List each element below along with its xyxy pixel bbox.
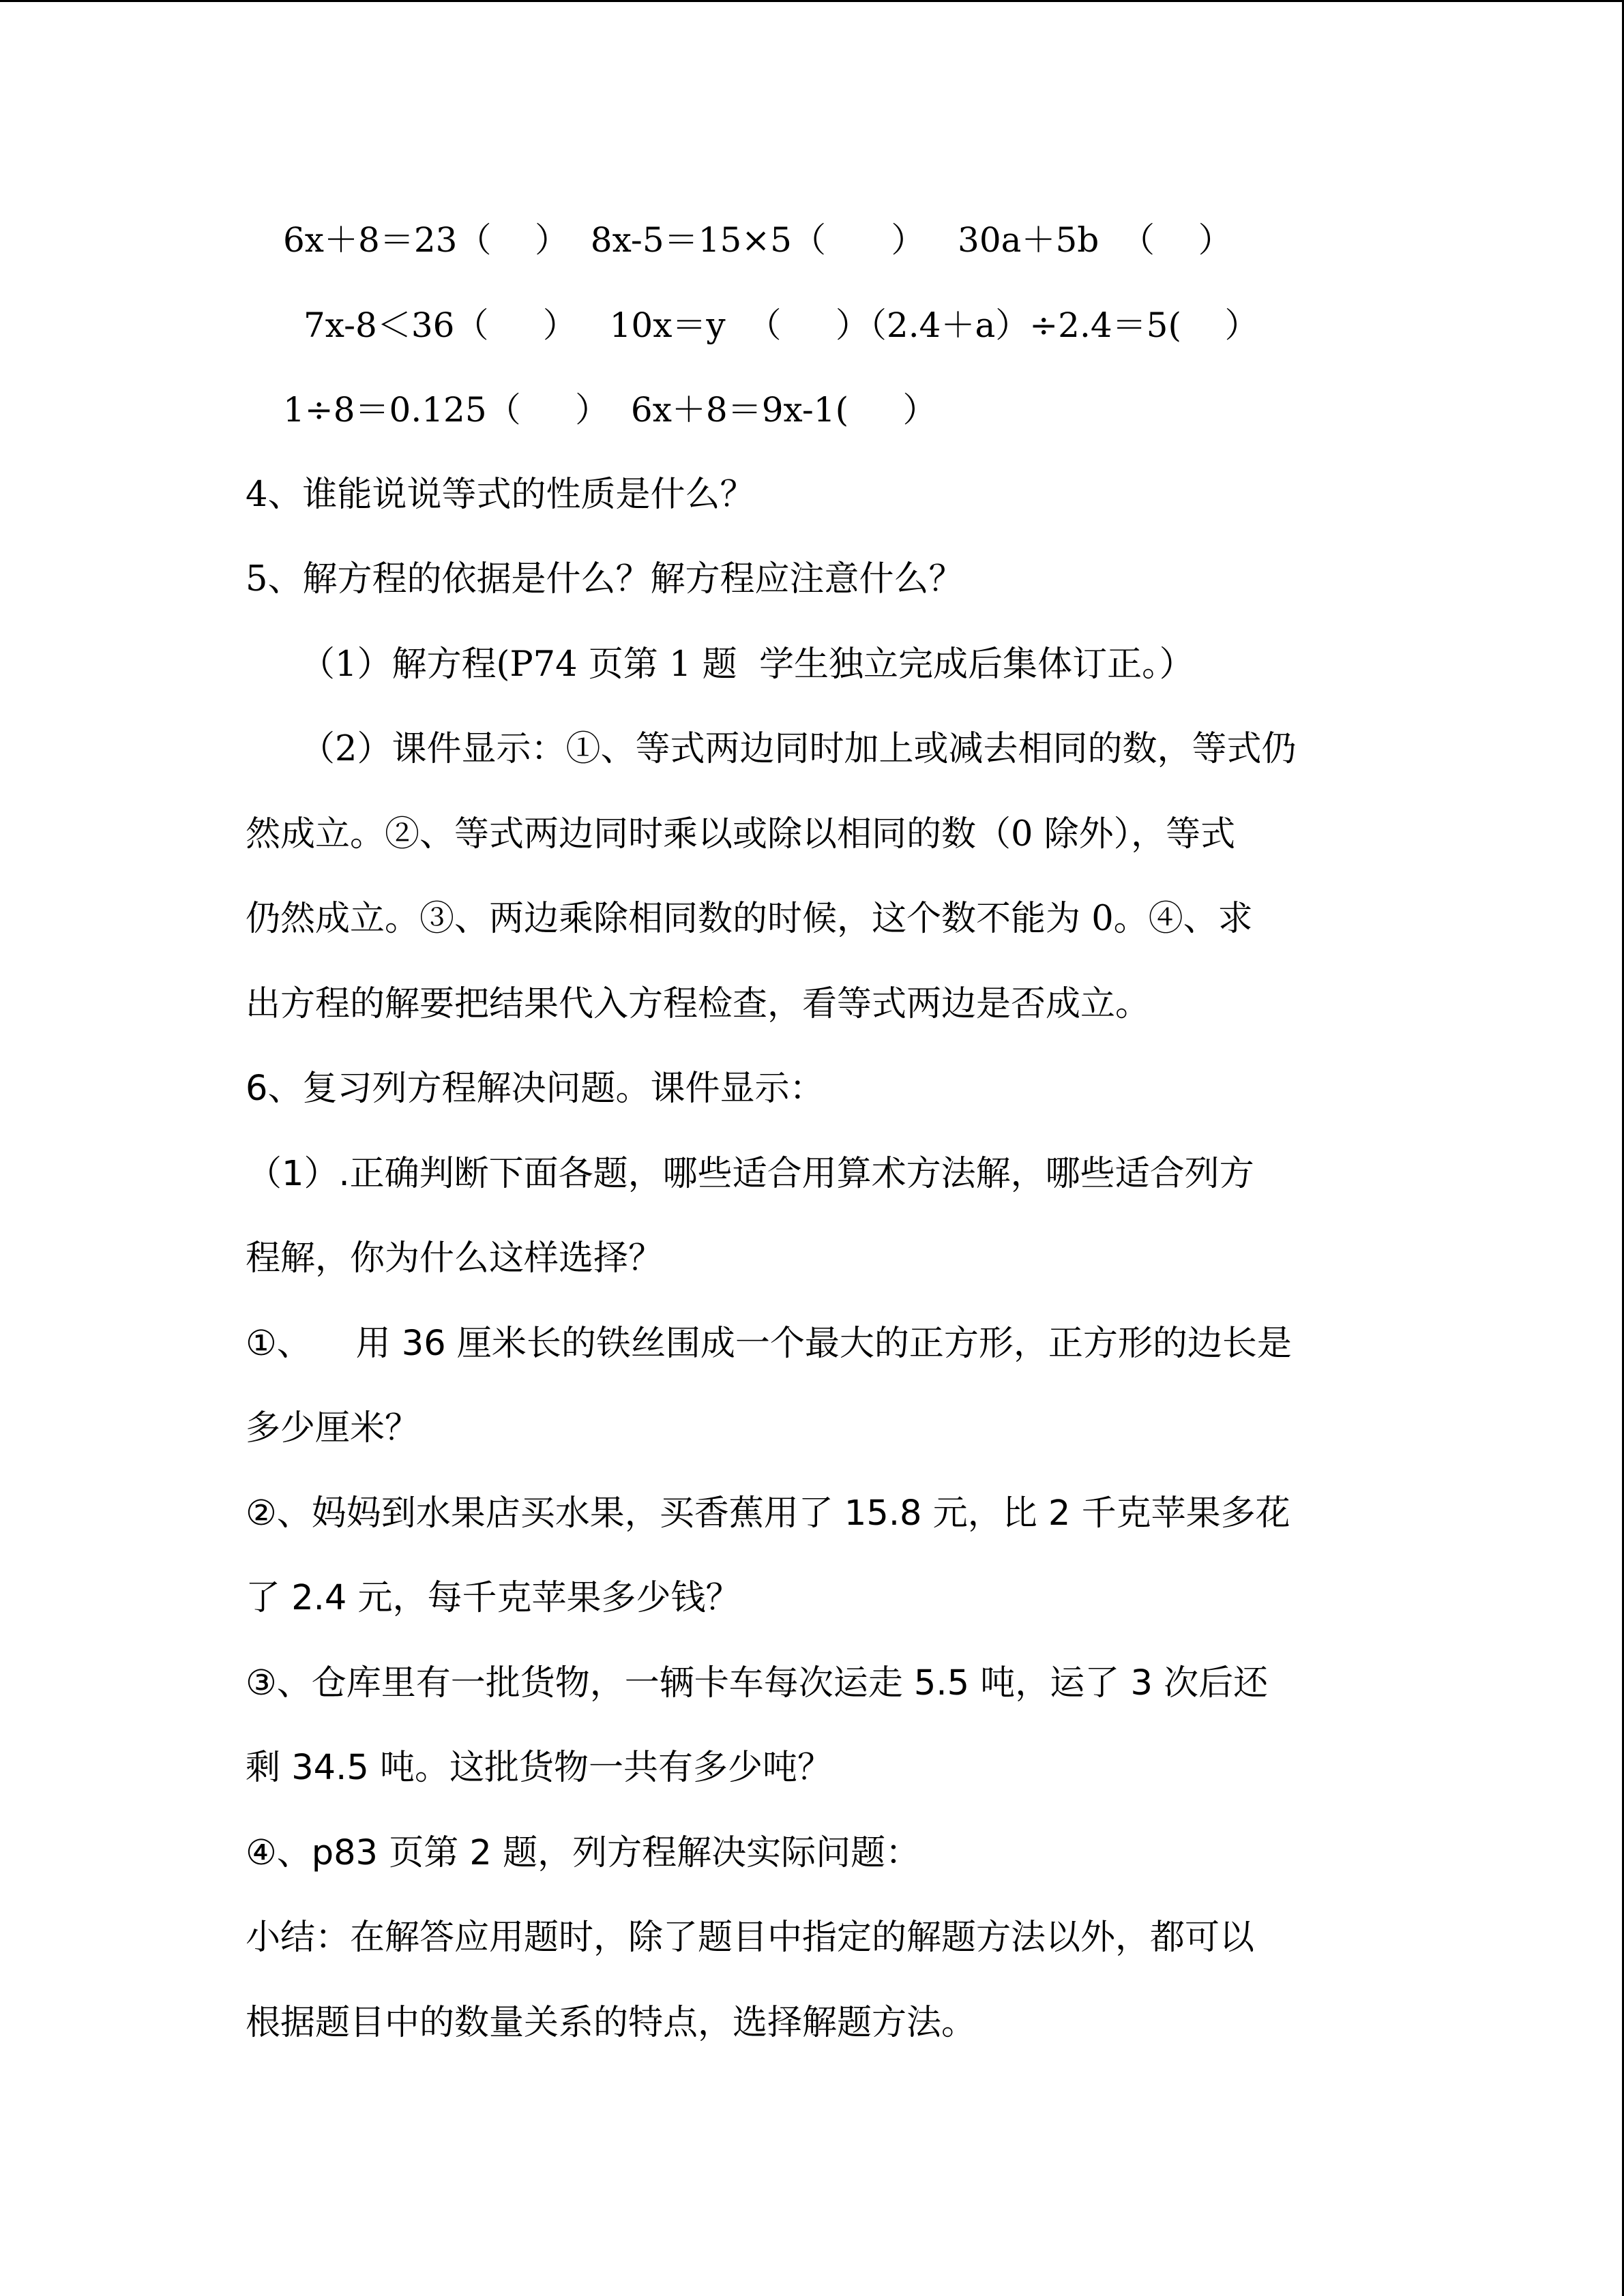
problem-3-line-1: ③、仓库里有一批货物，一辆卡车每次运走 5.5 吨，运了 3 次后还 <box>246 1663 1269 1703</box>
summary-line-2: 根据题目中的数量关系的特点，选择解题方法。 <box>246 2003 977 2043</box>
item-6-1-line-2: 程解，你为什么这样选择？ <box>246 1238 664 1279</box>
summary-line-1: 小结：在解答应用题时，除了题目中指定的解题方法以外，都可以 <box>246 1918 1255 1958</box>
item-6-1-line-1: （1）.正确判断下面各题，哪些适合用算术方法解，哪些适合列方 <box>247 1154 1254 1194</box>
problem-2-line-1: ②、妈妈到水果店买水果，买香蕉用了 15.8 元，比 2 千克苹果多花 <box>246 1493 1290 1534</box>
problem-2-line-2: 了 2.4 元，每千克苹果多少钱？ <box>246 1578 741 1618</box>
equation-row-3: 1÷8＝0.125（ ） 6x＋8＝9x-1( ） <box>283 390 937 430</box>
problem-3-line-2: 剩 34.5 吨。这批货物一共有多少吨？ <box>246 1748 832 1788</box>
equation-row-1: 6x＋8＝23（ ） 8x-5＝15×5（ ） 30a＋5b （ ） <box>283 220 1232 260</box>
problem-1-line-2: 多少厘米？ <box>246 1408 420 1448</box>
item-5-2-line-3: 仍然成立。③、两边乘除相同数的时候，这个数不能为 0。④、求 <box>246 899 1253 939</box>
question-5: 5、解方程的依据是什么？解方程应注意什么？ <box>246 559 964 599</box>
question-4: 4、谁能说说等式的性质是什么？ <box>246 475 755 515</box>
item-5-2-line-4: 出方程的解要把结果代入方程检查，看等式两边是否成立。 <box>246 984 1151 1024</box>
item-5-2-line-1: （2）课件显示：①、等式两边同时加上或减去相同的数，等式仍 <box>300 729 1297 769</box>
equation-row-2: 7x-8＜36（ ） 10x＝y （ ）（2.4＋a）÷2.4＝5( ） <box>304 305 1259 345</box>
item-5-1: （1）解方程(P74 页第 1 题 学生独立完成后集体订正。） <box>300 644 1194 685</box>
problem-4: ④、p83 页第 2 题，列方程解决实际问题： <box>246 1833 921 1873</box>
problem-1-line-1: ①、 用 36 厘米长的铁丝围成一个最大的正方形，正方形的边长是 <box>246 1324 1292 1364</box>
item-5-2-line-2: 然成立。②、等式两边同时乘以或除以相同的数（0 除外），等式 <box>246 814 1236 854</box>
question-6: 6、复习列方程解决问题。课件显示： <box>246 1069 825 1109</box>
